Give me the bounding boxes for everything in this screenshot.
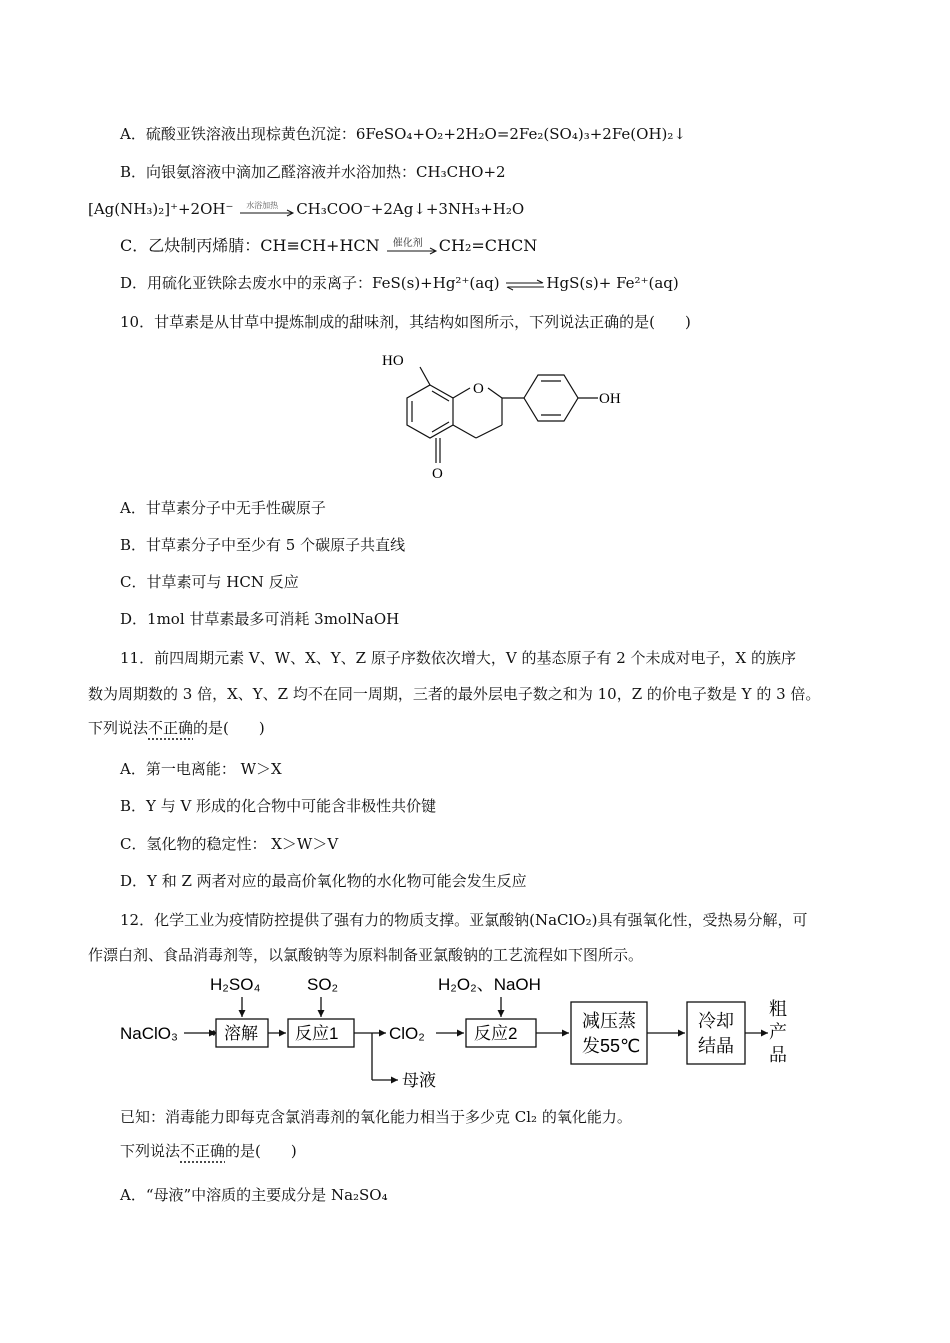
q11-stem-line1: 11．前四周期元素 V、W、X、Y、Z 原子序数依次增大，V 的基态原子有 2 个未成对电子，X 的族序 <box>120 649 797 667</box>
product-char-1: 粗 <box>769 999 787 1019</box>
box-dissolve-label: 溶解 <box>224 1024 258 1043</box>
input-h2o2-naoh: H₂O₂、NaOH <box>438 975 541 994</box>
q11-emphasis: 不正确 <box>148 719 194 737</box>
q9-option-b-equation-part1: CH₃CHO+2 <box>416 163 506 181</box>
q12-question-suffix: 的是( ) <box>225 1142 297 1160</box>
q10-option-a: A．甘草素分子中无手性碳原子 <box>120 499 326 517</box>
q11-option-a: A．第一电离能： W＞X <box>120 760 282 778</box>
q9-option-b-label: B．向银氨溶液中滴加乙醛溶液并水浴加热： <box>120 163 417 181</box>
reaction-arrow-catalyst <box>385 237 439 257</box>
q11-stem-line2: 数为周期数的 3 倍，X、Y、Z 均不在同一周期，三者的最外层电子数之和为 10，Z 的价电子数是 Y 的 3 倍。 <box>88 685 821 703</box>
q12-stem-line1: 12．化学工业为疫情防控提供了强有力的物质支撑。亚氯酸钠(NaClO₂)具有强氧化性，受热易分解，可 <box>120 911 808 929</box>
q9-option-a-equation: 6FeSO₄+O₂+2H₂O=2Fe₂(SO₄)₃+2Fe(OH)₂↓ <box>355 125 686 143</box>
box-reaction2-label: 反应2 <box>474 1024 518 1043</box>
equilibrium-icon <box>504 274 546 294</box>
q9-option-d <box>120 273 679 294</box>
q12-stem-line2: 作漂白剂、食品消毒剂等，以氯酸钠等为原料制备亚氯酸钠的工艺流程如下图所示。 <box>88 946 644 964</box>
ho-label: HO <box>382 353 404 369</box>
q9-option-b-equation-part3: CH₃COO⁻+2Ag↓+3NH₃+H₂O <box>296 200 525 218</box>
glycyrrhizin-structure <box>370 345 630 485</box>
q9-option-b-line2 <box>88 199 524 220</box>
q10-option-c: C．甘草素可与 HCN 反应 <box>120 573 299 591</box>
q9-option-a-label: A．硫酸亚铁溶液出现棕黄色沉淀： <box>120 125 356 143</box>
process-flow-diagram <box>118 970 818 1100</box>
q11-stem-suffix: 的是( ) <box>193 719 265 737</box>
reaction-arrow-water-bath <box>238 200 296 220</box>
box-crystallize-line2: 结晶 <box>698 1036 734 1056</box>
q11-stem-prefix: 下列说法 <box>88 719 149 737</box>
q9-option-d-products: HgS(s)+ Fe²⁺(aq) <box>546 274 679 292</box>
box-evaporation-line1: 减压蒸 <box>582 1011 636 1031</box>
box-crystallize-line1: 冷却 <box>698 1011 734 1031</box>
q9-option-b <box>120 162 506 182</box>
q12-option-a: A．“母液”中溶质的主要成分是 Na₂SO₄ <box>120 1186 388 1204</box>
input-so2: SO₂ <box>307 975 339 994</box>
q9-option-d-label: D．用硫化亚铁除去废水中的汞离子： <box>120 274 373 292</box>
q11-option-b: B．Y 与 V 形成的化合物中可能含非极性共价键 <box>120 797 437 815</box>
q12-question-prefix: 下列说法 <box>120 1142 181 1160</box>
intermediate-clo2: ClO₂ <box>389 1024 425 1043</box>
q11-option-d: D．Y 和 Z 两者对应的最高价氧化物的水化物可能会发生反应 <box>120 872 527 890</box>
q9-option-c <box>120 236 537 257</box>
ring-oxygen-label: O <box>473 381 484 397</box>
equilibrium-arrow <box>504 274 546 294</box>
q12-question <box>120 1141 297 1161</box>
condition-label: 水浴加热 <box>246 201 279 210</box>
q9-option-c-reactants: CH≡CH+HCN <box>260 236 380 255</box>
carbonyl-oxygen-label: O <box>432 466 443 482</box>
q10-option-b: B．甘草素分子中至少有 5 个碳原子共直线 <box>120 536 406 554</box>
q9-option-c-label: C．乙炔制丙烯腈： <box>120 236 261 255</box>
q9-option-a <box>120 124 686 144</box>
condition-label: 催化剂 <box>392 237 423 249</box>
oh-label: OH <box>599 391 621 407</box>
start-material: NaClO₃ <box>120 1024 178 1043</box>
box-evaporation-line2: 发55℃ <box>582 1036 641 1056</box>
q11-option-c: C．氢化物的稳定性： X＞W＞V <box>120 835 339 853</box>
q12-known: 已知：消毒能力即每克含氯消毒剂的氧化能力相当于多少克 Cl₂ 的氧化能力。 <box>120 1108 632 1126</box>
product-char-3: 品 <box>769 1045 787 1065</box>
input-h2so4: H₂SO₄ <box>210 975 261 994</box>
q9-option-b-equation-part2: [Ag(NH₃)₂]⁺+2OH⁻ <box>88 200 234 218</box>
q10-option-d: D．1mol 甘草素最多可消耗 3molNaOH <box>120 610 400 628</box>
box-reaction1-label: 反应1 <box>295 1024 339 1043</box>
q11-stem-line3 <box>88 718 265 738</box>
q12-emphasis: 不正确 <box>180 1142 226 1160</box>
q9-option-d-reactants: FeS(s)+Hg²⁺(aq) <box>372 274 500 292</box>
mother-liquor-label: 母液 <box>402 1071 436 1090</box>
q9-option-c-product: CH₂=CHCN <box>438 236 538 255</box>
product-char-2: 产 <box>769 1022 787 1042</box>
q10-stem: 10．甘草素是从甘草中提炼制成的甜味剂，其结构如图所示，下列说法正确的是( ) <box>120 313 691 331</box>
